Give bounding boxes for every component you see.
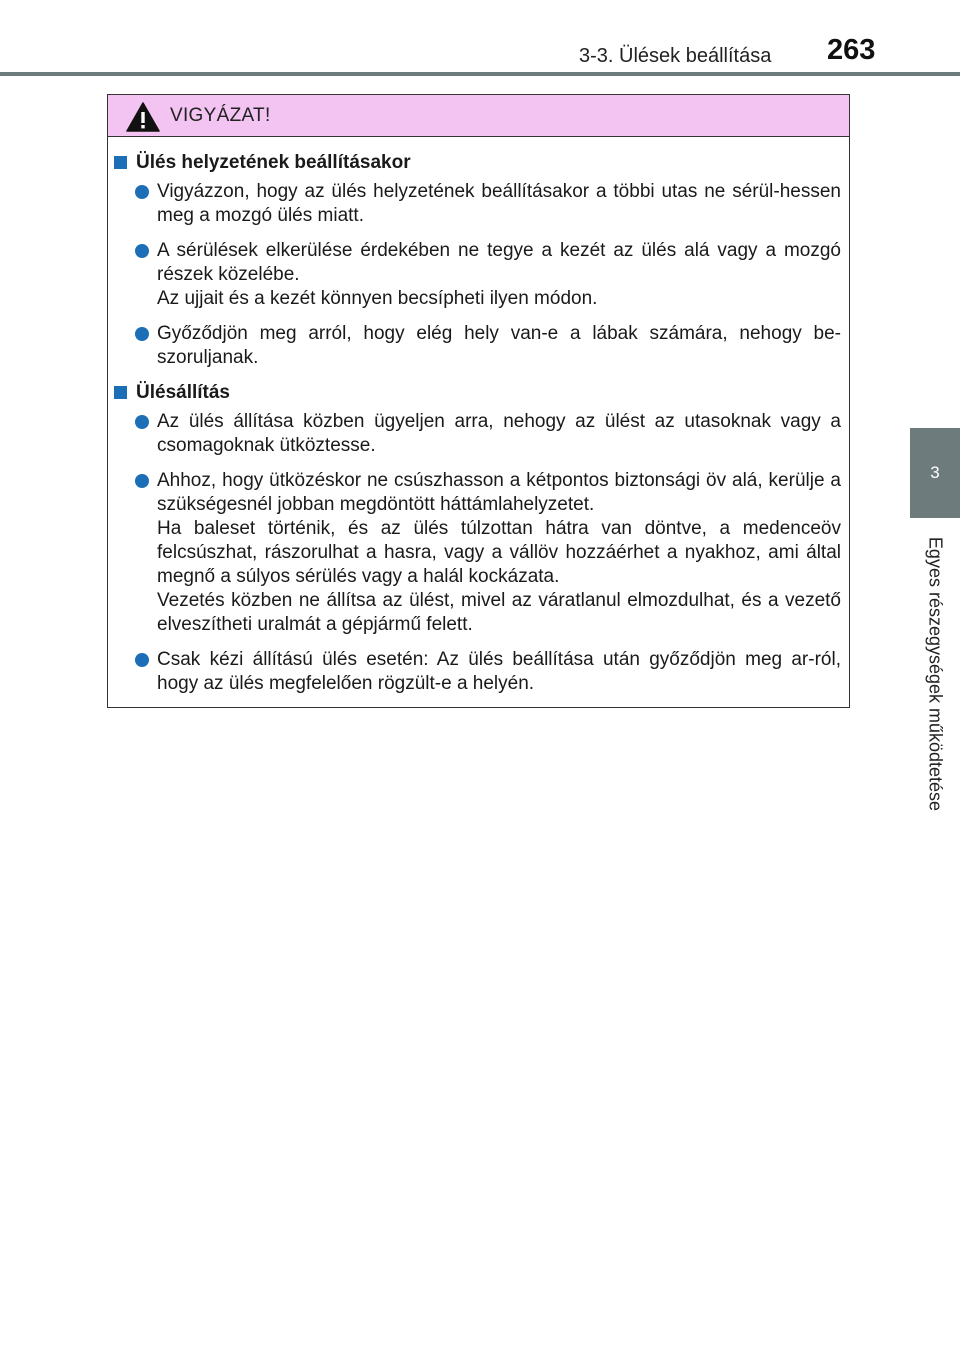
list-item-paragraph: Az ülés állítása közben ügyeljen arra, nehogy az ülést az utasoknak vagy a csomagoknak ütköztesse.: [157, 411, 841, 456]
page-number: 263: [827, 34, 876, 66]
section-title: 3-3. Ülések beállítása: [579, 45, 772, 67]
warning-triangle-icon: [126, 102, 160, 132]
list-item: [113, 410, 841, 458]
list-item-paragraph: A sérülések elkerülése érdekében ne tegye a kezét az ülés alá vagy a mozgó részek közelébe.: [157, 240, 841, 285]
caution-box: [107, 94, 850, 708]
section-heading-text: Ülésállítás: [136, 382, 230, 403]
list-item: [113, 180, 841, 228]
list-item-paragraph: Vezetés közben ne állítsa az ülést, mivel az váratlanul elmozdulhat, és a vezető elveszítheti uralmát a gépjármű felett.: [157, 590, 841, 635]
circle-bullet-icon: [135, 415, 149, 429]
circle-bullet-icon: [135, 185, 149, 199]
chapter-tab: [910, 428, 960, 518]
list-item-paragraph: Vigyázzon, hogy az ülés helyzetének beállításakor a többi utas ne sérül-hessen meg a mozgó ülés miatt.: [157, 181, 841, 226]
header-rule: [0, 72, 960, 76]
chapter-number: 3: [930, 463, 940, 482]
list-item: [113, 239, 841, 311]
square-bullet-icon: [114, 156, 127, 169]
list-item: [113, 322, 841, 370]
caution-title: VIGYÁZAT!: [170, 105, 271, 126]
list-item-paragraph: Ahhoz, hogy ütközéskor ne csúszhasson a kétpontos biztonsági öv alá, kerülje a szükségesnél jobban megdöntött háttámlahelyzetet.: [157, 470, 841, 515]
section-heading: [113, 381, 841, 405]
list-item-paragraph: Ha baleset történik, és az ülés túlzottan hátra van döntve, a medenceöv felcsúszhat, rászorulhat a hasra, vagy a vállöv hozzáérhet a nyakhoz, ami által megnő a súlyos sérülés vagy a halál kockázata.: [157, 518, 841, 587]
circle-bullet-icon: [135, 474, 149, 488]
section-heading-text: Ülés helyzetének beállításakor: [136, 152, 411, 173]
circle-bullet-icon: [135, 653, 149, 667]
caution-body: [108, 137, 849, 696]
list-item-paragraph: Győződjön meg arról, hogy elég hely van-e a lábak számára, nehogy be-szoruljanak.: [157, 323, 841, 368]
circle-bullet-icon: [135, 244, 149, 258]
circle-bullet-icon: [135, 327, 149, 341]
list-item-paragraph: Csak kézi állítású ülés esetén: Az ülés beállítása után győződjön meg ar-ról, hogy az ülés megfelelően rögzült-e a helyén.: [157, 649, 841, 694]
square-bullet-icon: [114, 386, 127, 399]
list-item-paragraph: Az ujjait és a kezét könnyen becsípheti ilyen módon.: [157, 288, 598, 309]
chapter-title: Egyes részegységek működtetése: [925, 536, 946, 812]
caution-header: [108, 95, 849, 137]
section-heading: [113, 151, 841, 175]
list-item: [113, 648, 841, 696]
list-item: [113, 469, 841, 637]
